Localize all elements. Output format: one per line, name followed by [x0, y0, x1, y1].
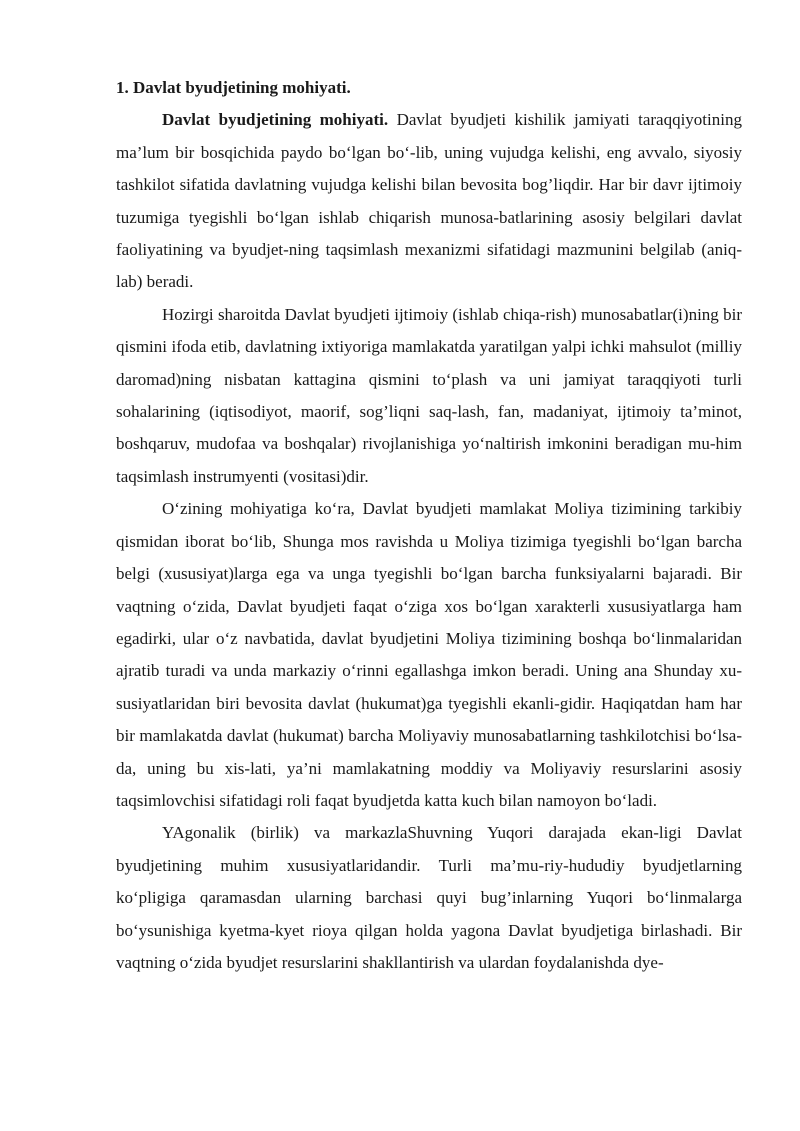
paragraph-1-text: Davlat byudjeti kishilik jamiyati taraqqiyotining ma’lum bir bosqichida paydo bo‘lgan bo‘-lib, uning vujudga kelishi, eng avvalo, siyosiy tashkilot sifatida davlatning vujudga kelishi bilan bevosita bog’liqdir. Har bir davr ijtimoiy tuzumiga tyegishli bo‘lgan ishlab chiqarish munosa-batlarining asosiy belgilari davlat faoliyatining va byudjet-ning taqsimlash mexanizmi sifatidagi mazmunini belgilab (aniq-lab) beradi. [116, 110, 742, 292]
paragraph-4: YAgonalik (birlik) va markazlaShuvning Yuqori darajada ekan-ligi Davlat byudjetining muhim xususiyatlaridandir. Turli ma’mu-riy-hududiy byudjetlarning ko‘pligiga qaramasdan ularning barchasi quyi bug’inlarning Yuqori bo‘linmalarga bo‘ysunishiga kyetma-kyet rioya qilgan holda yagona Davlat byudjetiga birlashadi. Bir vaqtning o‘zida byudjet resurslarini shakllantirish va ulardan foydalanishda dye- [116, 823, 742, 972]
section-heading: 1. Davlat byudjetining mohiyati. [116, 78, 351, 97]
paragraph-1-lead: Davlat byudjetining mohiyati. [162, 110, 389, 130]
paragraph-3: O‘zining mohiyatiga ko‘ra, Davlat byudjeti mamlakat Moliya tizimining tarkibiy qismidan iborat bo‘lib, Shunga mos ravishda u Moliya tizimiga tyegishli bo‘lgan barcha belgi (xususiyat)larga ega va unga tyegishli bo‘lgan barcha funksiyalarni bajaradi. Bir vaqtning o‘zida, Davlat byudjeti faqat o‘ziga xos bo‘lgan xarakterli xususiyatlarga ham egadirki, ular o‘z navbatida, davlat byudjetini Moliya tizimining boshqa bo‘linmalaridan ajratib turadi va unda markaziy o‘rinni egallashga imkon beradi. Uning ana Shunday xu-susiyatlaridan biri bevosita davlat (hukumat)ga tyegishli ekanli-gidir. Haqiqatdan ham har bir mamlakatda davlat (hukumat) barcha Moliyaviy munosabatlarning tashkilotchisi bo‘lsa-da, uning bu xis-lati, ya’ni mamlakatning moddiy va Moliyaviy resurslarini asosiy taqsimlovchisi sifatidagi roli faqat byudjetda katta kuch bilan namoyon bo‘ladi. [116, 499, 742, 810]
document-page [116, 62, 742, 979]
paragraph-2: Hozirgi sharoitda Davlat byudjeti ijtimoiy (ishlab chiqa-rish) munosabatlar(i)ning bir qismini ifoda etib, davlatning ixtiyoriga mamlakatda yaratilgan yalpi ichki mahsulot (milliy daromad)ning nisbatan kattagina qismini to‘plash va uni jamiyat taraqqiyoti turli sohalarining (iqtisodiyot, maorif, sog’liqni saq-lash, fan, madaniyat, ijtimoiy ta’minot, boshqaruv, mudofaa va boshqalar) rivojlanishiga yo‘naltirish imkonini beradigan mu-him taqsimlash instrumyenti (vositasi)dir. [116, 304, 742, 486]
paragraph-1 [116, 104, 742, 298]
